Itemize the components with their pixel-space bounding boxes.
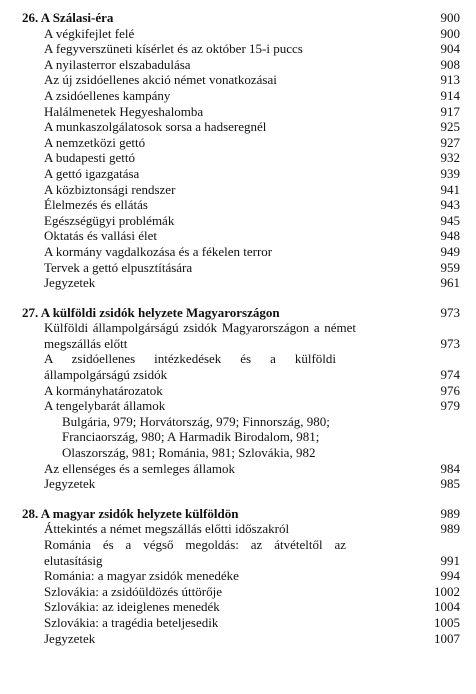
toc-entry-page: 927 [440,134,460,150]
toc-entry [22,568,460,584]
toc-entry-text: Élelmezés és ellátás [44,197,148,213]
chapter-title [22,10,460,26]
toc-entry-text: A fegyverszüneti kísérlet és az október 15-i puccs [44,41,303,57]
toc-entry [22,197,460,213]
toc-entry-page: 973 [440,335,460,351]
toc-entry [22,275,460,291]
toc-entry [22,537,460,568]
toc-entry [22,41,460,57]
toc-entry-page: 925 [440,119,460,135]
toc-entry-text: Tervek a gettó elpusztítására [44,259,193,275]
toc-entry-text: A tengelybarát államok [44,398,166,414]
toc-entry-text: A végkifejlet felé [44,25,135,41]
toc-entry-page: 941 [440,181,460,197]
toc-entry-page: 914 [440,87,460,103]
toc-entry-text: Jegyzetek [44,476,96,492]
countries-list-text: Franciaország, 980; A Harmadik Birodalom, 981; [62,429,320,445]
toc-entry [22,135,460,151]
toc-entry [22,119,460,135]
chapter-title [22,506,460,522]
chapter-title-text: 27. A külföldi zsidók helyzete Magyarországon [22,304,280,320]
toc-entry-page: 961 [440,275,460,291]
toc-entry-text: A budapesti gettó [44,150,135,166]
countries-list-line [22,445,460,461]
toc-entry-page: 976 [440,382,460,398]
toc-entry [22,88,460,104]
toc-entry-page: 943 [440,197,460,213]
toc-entry-text: Oktatás és vallási élet [44,228,157,244]
toc-entry [22,72,460,88]
toc-entry-page: 932 [440,150,460,166]
toc-entry-page: 984 [440,460,460,476]
toc-entry [22,228,460,244]
toc-entry-text: A zsidóellenes kampány [44,87,171,103]
toc-entry [22,166,460,182]
toc-entry-text: Az ellenséges és a semleges államok [44,460,235,476]
toc-entry [22,150,460,166]
toc-entry-text: Jegyzetek [44,630,96,646]
table-of-contents [22,10,460,660]
toc-entry [22,57,460,73]
toc-entry [22,631,460,647]
toc-entry-page: 908 [440,56,460,72]
toc-entry-text: Románia és a végső megoldás: az átvételtől az elutasításig [44,537,346,568]
toc-entry-page: 974 [440,367,460,383]
toc-entry [22,383,460,399]
toc-entry [22,398,460,414]
toc-entry-page: 1005 [434,614,460,630]
toc-entry-text: Jegyzetek [44,275,96,291]
toc-entry-text: A közbiztonsági rendszer [44,181,176,197]
countries-list-text: Bulgária, 979; Horvátország, 979; Finnország, 980; [62,413,330,429]
toc-entry-page: 1007 [434,630,460,646]
toc-entry [22,461,460,477]
toc-entry-text: A kormányhatározatok [44,382,163,398]
toc-entry-text: A kormány vagdalkozása és a fékelen terror [44,243,273,259]
toc-entry-page: 949 [440,243,460,259]
toc-entry-text: A nyilasterror elszabadulása [44,56,191,72]
toc-entry [22,26,460,42]
toc-entry-text: Egészségügyi problémák [44,212,175,228]
toc-entry-page: 979 [440,398,460,414]
chapter-28 [22,506,460,646]
toc-entry-text: Halálmenetek Hegyeshalomba [44,103,204,119]
toc-entry-page: 900 [440,25,460,41]
toc-entry [22,182,460,198]
toc-entry [22,521,460,537]
toc-entry-page: 1004 [434,599,460,615]
chapter-title-text: 26. A Szálasi-éra [22,10,114,25]
toc-entry [22,244,460,260]
chapter-title-text: 28. A magyar zsidók helyzete külföldön [22,505,239,521]
toc-entry-page: 939 [440,165,460,181]
toc-entry [22,320,460,351]
toc-entry-page: 989 [440,521,460,537]
chapter-27 [22,305,460,492]
toc-entry [22,260,460,276]
toc-entry-page: 1002 [434,583,460,599]
toc-entry-page: 913 [440,72,460,88]
chapter-title [22,305,460,321]
toc-entry-text: Szlovákia: a zsidóüldözés úttörője [44,583,222,599]
toc-entry-page: 904 [440,41,460,57]
chapter-page-number: 900 [440,10,460,25]
toc-entry [22,599,460,615]
toc-entry-text: Szlovákia: az ideiglenes menedék [44,599,220,615]
chapter-page-number: 973 [440,304,460,320]
toc-entry [22,104,460,120]
toc-entry [22,584,460,600]
toc-entry-text: Áttekintés a német megszállás előtti időszakról [44,521,290,537]
toc-entry-text: A zsidóellenes intézkedések és a külföldi állampolgárságú zsidók [44,351,336,383]
toc-entry [22,351,460,382]
toc-entry [22,476,460,492]
countries-list-line [22,414,460,430]
toc-entry-text: A munkaszolgálatosok sorsa a hadseregnél [44,119,267,135]
chapter-26 [22,10,460,291]
toc-entry-text: Szlovákia: a tragédia beteljesedik [44,614,219,630]
toc-entry-page: 985 [440,476,460,492]
toc-entry [22,213,460,229]
toc-entry-page: 959 [440,259,460,275]
toc-entry-page: 948 [440,228,460,244]
toc-entry-page: 917 [440,103,460,119]
toc-entry-text: Románia: a magyar zsidók menedéke [44,568,239,584]
countries-list-line [22,429,460,445]
toc-entry-text: A gettó igazgatása [44,165,140,181]
toc-entry-text: Az új zsidóellenes akció német vonatkozásai [44,72,277,88]
toc-entry-page: 945 [440,212,460,228]
toc-entry-text: Külföldi állampolgárságú zsidók Magyarországon a német megszállás előtt [44,320,356,351]
toc-entry-page: 991 [440,552,460,568]
chapter-page-number: 989 [440,505,460,521]
toc-entry-page: 994 [440,568,460,584]
toc-entry-text: A nemzetközi gettó [44,134,146,150]
toc-entry [22,615,460,631]
countries-list-text: Olaszország, 981; Románia, 981; Szlovákia, 982 [62,445,316,461]
